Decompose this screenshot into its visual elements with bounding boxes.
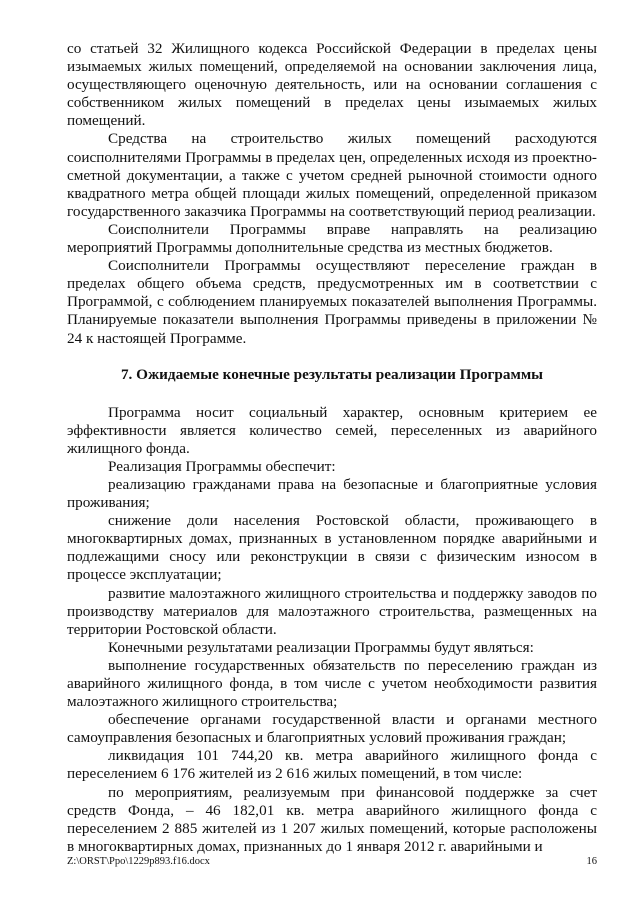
body-after-heading [67,404,597,856]
paragraph-final-results: Конечными результатами реализации Программы будут являться: [108,638,534,656]
list-item-liquidation: ликвидация 101 744,20 кв. метра аварийного жилищного фонда с переселением 6 176 жителей из 2 616 жилых помещений, в том числе: [67,747,597,783]
paragraph-continuation: со статьей 32 Жилищного кодекса Российской Федерации в пределах цены изымаемых жилых помещений, определяемой на основании заключения лица, осуществляющего оценочную деятельность, или на основании соглашения с собственником жилых помещений в пределах цены изымаемых жилых помещений. [67,40,597,130]
footer-file-path: Z:\ORST\Ppo\1229p893.f16.docx [67,856,210,867]
list-item-rights: реализацию гражданами права на безопасные и благоприятные условия проживания; [67,475,597,512]
section-heading: 7. Ожидаемые конечные результаты реализации Программы [120,365,544,383]
body-before-heading [67,40,597,348]
list-item-development: развитие малоэтажного жилищного строительства и поддержку заводов по производству материалов для малоэтажного строительства, размещенных на территории Ростовской области. [67,584,597,638]
paragraph-resettlement: Соисполнители Программы осуществляют переселение граждан в пределах общего объема средств, предусмотренных им в соответствии с Программой, с соблюдением планируемых показателей выполнения Программы. Планируемые показатели выполнения Программы приведены в приложении № 24 к настоящей Программе. [67,257,597,347]
page-footer [67,856,597,868]
paragraph-construction-funds: Средства на строительство жилых помещений расходуются соисполнителями Программы в пределах цен, определенных исходя из проектно-сметной документации, а также с учетом средней рыночной стоимости одного квадратного метра общей площади жилых помещений, определенной приказом государственного заказчика Программы на соответствующий период реализации. [67,130,597,220]
paragraph-additional-funds: Соисполнители Программы вправе направлять на реализацию мероприятий Программы дополнительные средства из местных бюджетов. [67,220,597,257]
document-page [67,40,597,856]
list-item-safe-conditions: обеспечение органами государственной власти и органами местного самоуправления безопасных и благоприятных условий проживания граждан; [67,711,597,747]
list-item-obligations: выполнение государственных обязательств по переселению граждан из аварийного жилищного фонда, в том числе с учетом необходимости развития малоэтажного жилищного строительства; [67,656,597,711]
list-item-fund-measures: по мероприятиям, реализуемым при финансовой поддержке за счет средств Фонда, – 46 182,01 кв. метра аварийного жилищного фонда с переселением 2 885 жителей из 1 207 жилых помещений, которые расположены в многоквартирных домах, признанных до 1 января 2012 г. аварийными и [67,783,597,855]
list-item-reduction: снижение доли населения Ростовской области, проживающего в многоквартирных домах, признанных в установленном порядке аварийными и подлежащими сносу или реконструкции в связи с физическим износом в процессе эксплуатации; [67,512,597,584]
paragraph-social-character: Программа носит социальный характер, основным критерием ее эффективности является количество семей, переселенных из аварийного жилищного фонда. [67,403,597,457]
paragraph-program-provides: Реализация Программы обеспечит: [108,457,336,475]
page-number: 16 [586,856,597,867]
